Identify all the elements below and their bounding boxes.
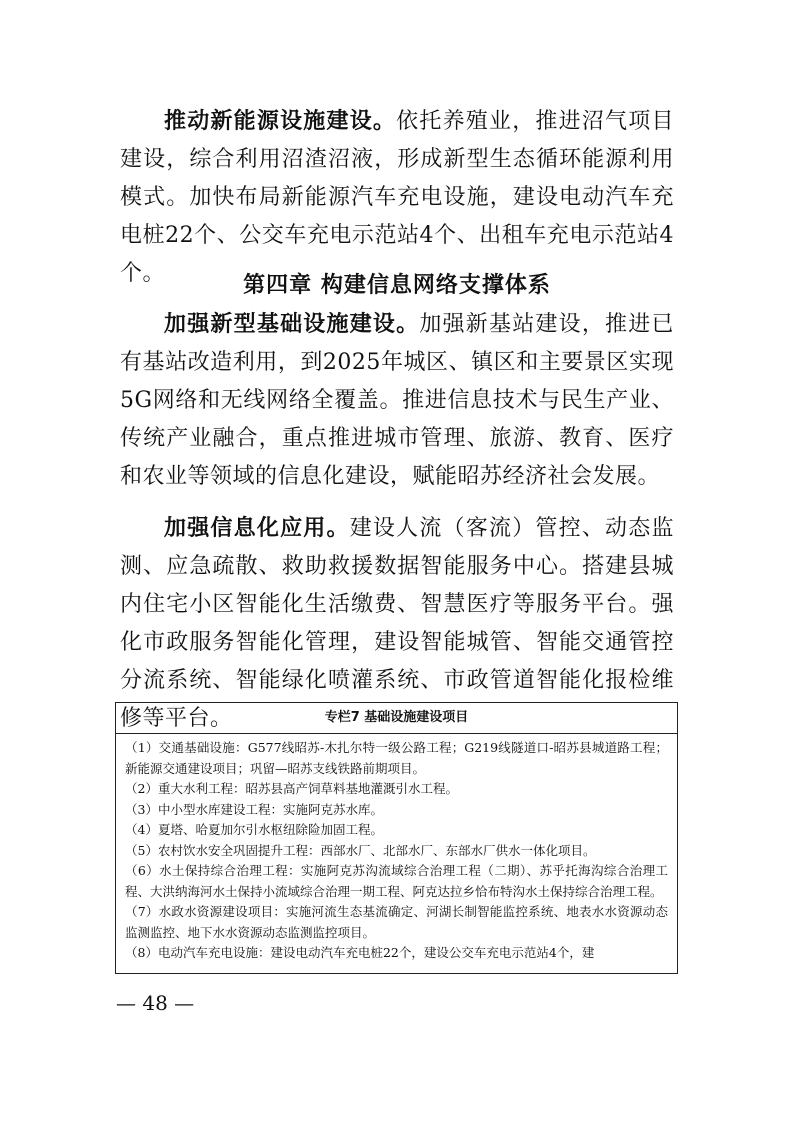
chapter-title: 第四章 构建信息网络支撑体系	[243, 273, 551, 298]
box-body	[116, 734, 677, 964]
box-title: 专栏7 基础设施建设项目	[116, 703, 677, 734]
paragraph-lead: 加强信息化应用。	[164, 515, 350, 541]
paragraph-text: 加强新基站建设，推进已有基站改造利用，到2025年城区、镇区和主要景区实现5G网络和无线网络全覆盖。推进信息技术与民生产业、传统产业融合，重点推进城市管理、旅游、教育、医疗和农业等领域的信息化建设，赋能昭苏经济社会发展。	[120, 312, 674, 489]
box-item: （5）农村饮水安全巩固提升工程：西部水厂、北部水厂、东部水厂供水一体化项目。	[125, 842, 596, 858]
box-item: （8）电动汽车充电设施：建设电动汽车充电桩22个，建设公交车充电示范站4个，建	[125, 945, 595, 960]
project-column-box	[115, 702, 678, 974]
page-number: — 48 —	[116, 991, 195, 1015]
paragraph-lead: 推动新能源设施建设。	[164, 108, 397, 134]
paragraph-new-energy	[120, 102, 674, 293]
box-item: （4）夏塔、哈夏加尔引水枢纽除险加固工程。	[125, 822, 383, 837]
box-item: （2）重大水利工程：昭苏县高产饲草料基地灌溉引水工程。	[125, 781, 458, 796]
paragraph-text: 建设人流（客流）管控、动态监测、应急疏散、救助救援数据智能服务中心。搭建县城内住宅小区智能化生活缴费、智慧医疗等服务平台。强化市政服务智能化管理，建设智能城管、智能交通管控分流系统、智能绿化喷灌系统、市政管道智能化报检维修等平台。	[120, 516, 674, 731]
paragraph-new-infrastructure	[120, 305, 674, 496]
box-item: （1）交通基础设施：G577线昭苏-木扎尔特一级公路工程；G219线隧道口-昭苏县城道路工程；新能源交通建设项目；巩留—昭苏支线铁路前期项目。	[125, 740, 668, 776]
box-item: （3）中小型水库建设工程：实施阿克苏水库。	[125, 801, 383, 817]
box-item: （6）水土保持综合治理工程：实施阿克苏沟流域综合治理工程（二期）、苏乎托海沟综合治理工程、大洪纳海河水土保持小流域综合治理一期工程、阿克达拉乡恰布特沟水土保持综合治理工程。	[125, 863, 668, 899]
box-item: （7）水政水资源建设项目：实施河流生态基流确定、河湖长制智能监控系统、地表水水资源动态监测监控、地下水水资源动态监测监控项目。	[125, 904, 668, 940]
paragraph-lead: 加强新型基础设施建设。	[164, 311, 420, 337]
paragraph-text: 依托养殖业，推进沼气项目建设，综合利用沼渣沼液，形成新型生态循环能源利用模式。加快布局新能源汽车充电设施，建设电动汽车充电桩22个、公交车充电示范站4个、出租车充电示范站4个。	[120, 109, 674, 286]
